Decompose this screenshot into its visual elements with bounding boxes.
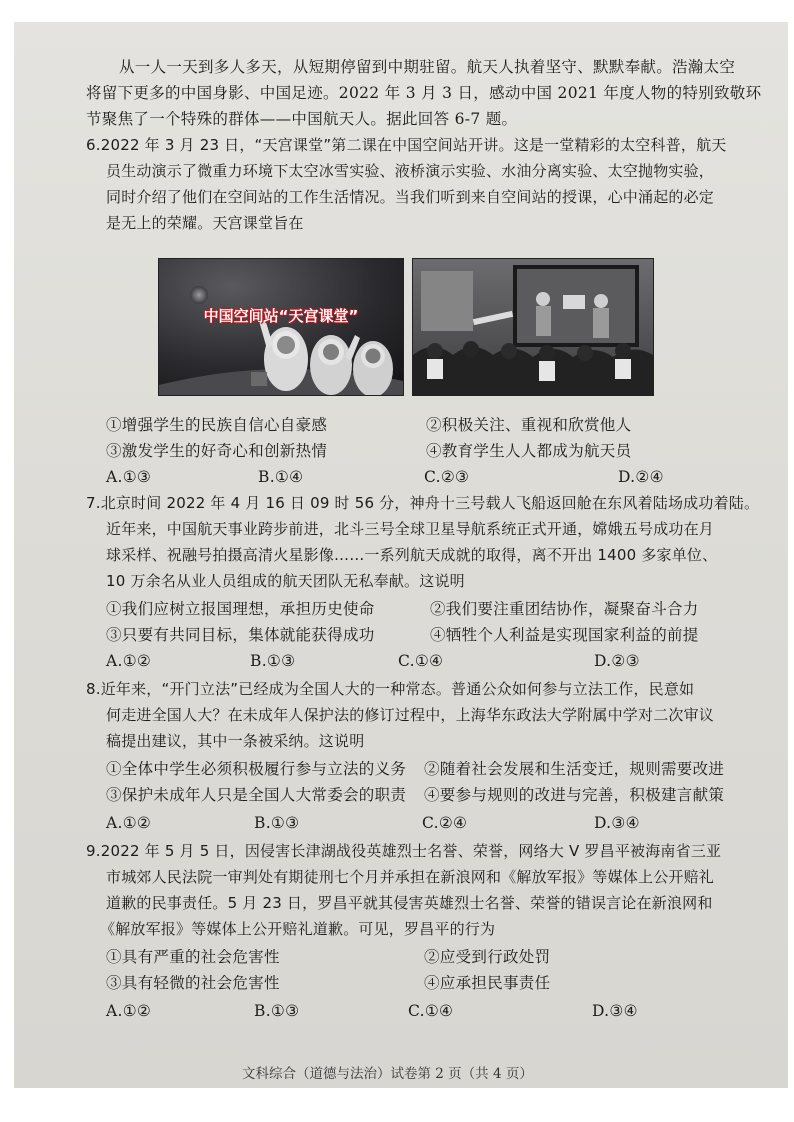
- q8-option-d[interactable]: D.③④: [594, 814, 640, 832]
- q9-option-b[interactable]: B.①③: [254, 1002, 300, 1020]
- q8-option-a[interactable]: A.①②: [106, 814, 152, 832]
- q6-option-d[interactable]: D.②④: [618, 468, 664, 486]
- tiangong-classroom-photo-art: [159, 259, 403, 395]
- q9-stem-line-4: 《解放军报》等媒体上公开赔礼道歉。可见，罗昌平的行为: [100, 920, 496, 938]
- q9-statement-2: ②应受到行政处罚: [424, 948, 551, 966]
- q7-stem-line-2: 近年来，中国航天事业跨步前进，北斗三号全球卫星导航系统正式开通，嫦娥五号成功在月: [106, 520, 715, 538]
- students-watching-photo-art: [413, 259, 653, 395]
- q7-stem-line-1: 7.北京时间 2022 年 4 月 16 日 09 时 56 分，神舟十三号载人飞船返回舱在东风着陆场成功着陆。: [86, 494, 760, 512]
- intro-line-1: 从一人一天到多人多天，从短期停留到中期驻留。航天人执着坚守、默默奉献。浩瀚太空: [119, 58, 736, 76]
- q7-option-b[interactable]: B.①③: [250, 652, 296, 670]
- q8-statement-4: ④要参与规则的改进与完善，积极建言献策: [424, 786, 725, 804]
- q8-stem-line-1: 8.近年来，“开门立法”已经成为全国人大的一种常态。普通公众如何参与立法工作，民意如: [86, 680, 695, 698]
- q8-option-b[interactable]: B.①③: [254, 814, 300, 832]
- q8-statement-1: ①全体中学生必须积极履行参与立法的义务: [106, 760, 407, 778]
- q7-stem-line-3: 球采样、祝融号拍摄高清火星影像……一系列航天成就的取得，离不开出 1400 多家单位、: [106, 546, 718, 564]
- q8-statement-2: ②随着社会发展和生活变迁，规则需要改进: [424, 760, 725, 778]
- q8-stem-line-2: 何走进全国人大？在未成年人保护法的修订过程中，上海华东政法大学附属中学对二次审议: [106, 706, 715, 724]
- q6-statement-3: ③激发学生的好奇心和创新热情: [106, 442, 328, 460]
- q9-stem-line-3: 道歉的民事责任。5 月 23 日，罗昌平就其侵害英雄烈士名誉、荣誉的错误言论在新浪网和: [106, 894, 713, 912]
- q6-statement-1: ①增强学生的民族自信心自豪感: [106, 416, 328, 434]
- tiangong-classroom-photo: [158, 258, 404, 396]
- photo-caption: 中国空间站“天宫课堂”: [203, 307, 359, 325]
- q7-option-a[interactable]: A.①②: [106, 652, 152, 670]
- q6-option-c[interactable]: C.②③: [424, 468, 470, 486]
- q9-option-c[interactable]: C.①④: [408, 1002, 454, 1020]
- intro-line-2: 将留下更多的中国身影、中国足迹。2022 年 3 月 3 日，感动中国 2021 年度人物的特别致敬环: [86, 84, 762, 102]
- q9-statement-4: ④应承担民事责任: [424, 974, 551, 992]
- q7-option-c[interactable]: C.①④: [398, 652, 444, 670]
- q6-statement-4: ④教育学生人人都成为航天员: [426, 442, 632, 460]
- q7-statement-1: ①我们应树立报国理想，承担历史使命: [106, 600, 375, 618]
- intro-line-3: 节聚焦了一个特殊的群体——中国航天人。据此回答 6-7 题。: [86, 110, 518, 128]
- q6-stem-line-2: 员生动演示了微重力环境下太空冰雪实验、液桥演示实验、水油分离实验、太空抛物实验，: [106, 162, 715, 180]
- exam-page: [14, 22, 788, 1088]
- q6-stem-line-3: 同时介绍了他们在空间站的工作生活情况。当我们听到来自空间站的授课，心中涌起的必定: [106, 188, 715, 206]
- page-footer: 文科综合（道德与法治）试卷第 2 页（共 4 页）: [242, 1066, 533, 1082]
- q9-option-a[interactable]: A.①②: [106, 1002, 152, 1020]
- q6-statement-2: ②积极关注、重视和欣赏他人: [426, 416, 632, 434]
- q7-stem-line-4: 10 万余名从业人员组成的航天团队无私奉献。这说明: [106, 572, 465, 590]
- q9-option-d[interactable]: D.③④: [592, 1002, 638, 1020]
- q7-statement-3: ③只要有共同目标，集体就能获得成功: [106, 626, 375, 644]
- q7-option-d[interactable]: D.②③: [594, 652, 640, 670]
- q8-option-c[interactable]: C.②④: [422, 814, 468, 832]
- q8-statement-3: ③保护未成年人只是全国人大常委会的职责: [106, 786, 407, 804]
- q9-statement-3: ③具有轻微的社会危害性: [106, 974, 280, 992]
- q6-stem-line-1: 6.2022 年 3 月 23 日，“天宫课堂”第二课在中国空间站开讲。这是一堂精彩的太空科普，航天: [86, 136, 727, 154]
- students-watching-photo: [412, 258, 654, 396]
- q9-statement-1: ①具有严重的社会危害性: [106, 948, 280, 966]
- q9-stem-line-2: 市城郊人民法院一审判处有期徒刑七个月并承担在新浪网和《解放军报》等媒体上公开赔礼: [106, 868, 715, 886]
- q7-statement-4: ④牺牲个人利益是实现国家利益的前提: [430, 626, 699, 644]
- q6-stem-line-4: 是无上的荣耀。天宫课堂旨在: [106, 214, 304, 232]
- q7-statement-2: ②我们要注重团结协作，凝聚奋斗合力: [430, 600, 699, 618]
- q8-stem-line-3: 稿提出建议，其中一条被采纳。这说明: [106, 732, 365, 750]
- q6-option-a[interactable]: A.①③: [106, 468, 152, 486]
- q9-stem-line-1: 9.2022 年 5 月 5 日，因侵害长津湖战役英雄烈士名誉、荣誉，网络大 V 罗昌平被海南省三亚: [86, 842, 722, 860]
- q6-option-b[interactable]: B.①④: [258, 468, 304, 486]
